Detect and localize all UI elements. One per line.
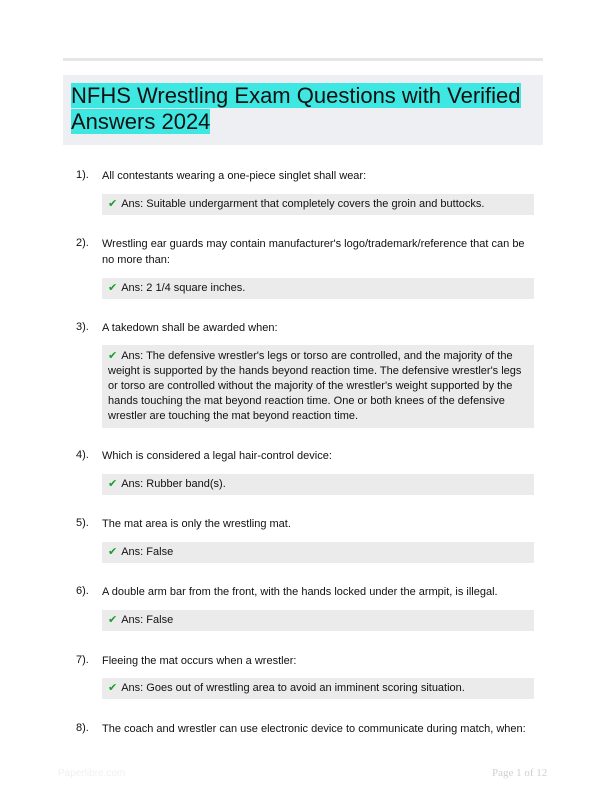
question-number: 6). xyxy=(76,585,89,597)
check-icon: ✔ xyxy=(108,282,118,294)
answer-box xyxy=(102,610,534,631)
answer-text: Ans: 2 1/4 square inches. xyxy=(121,282,246,294)
title-line-1: NFHS Wrestling Exam Questions with Verified xyxy=(71,83,521,108)
page-number: Page 1 of 12 xyxy=(492,767,548,779)
question-text: A double arm bar from the front, with the hands locked under the armpit, is illegal. xyxy=(102,586,498,598)
answer-text: Ans: Rubber band(s). xyxy=(121,478,226,490)
question-number: 4). xyxy=(76,449,89,461)
question-number: 8). xyxy=(76,722,89,734)
question-text: All contestants wearing a one-piece singlet shall wear: xyxy=(102,170,367,182)
question-number: 2). xyxy=(76,237,89,249)
question-number: 7). xyxy=(76,654,89,666)
top-divider xyxy=(63,58,543,61)
footer-site: Paperlibre.com xyxy=(58,768,126,779)
title-line-2: Answers 2024 xyxy=(71,109,211,134)
question-text: The mat area is only the wrestling mat. xyxy=(102,518,291,530)
answer-box xyxy=(102,474,534,495)
question-text: Wrestling ear guards may contain manufacturer's logo/trademark/reference that can be no more than: xyxy=(102,238,525,266)
answer-text: Ans: False xyxy=(121,614,174,626)
page-title xyxy=(71,83,521,135)
answer-text: Ans: Goes out of wrestling area to avoid an imminent scoring situation. xyxy=(121,682,465,694)
question-text: A takedown shall be awarded when: xyxy=(102,322,278,334)
question-text: The coach and wrestler can use electronic device to communicate during match, when: xyxy=(102,723,526,735)
check-icon: ✔ xyxy=(108,682,118,694)
question-number: 5). xyxy=(76,517,89,529)
answer-box xyxy=(102,278,534,299)
check-icon: ✔ xyxy=(108,614,118,626)
answer-box xyxy=(102,345,534,428)
check-icon: ✔ xyxy=(108,350,118,362)
answer-text: Ans: False xyxy=(121,546,174,558)
question-number: 1). xyxy=(76,169,89,181)
answer-box xyxy=(102,542,534,563)
check-icon: ✔ xyxy=(108,546,118,558)
answer-text: Ans: Suitable undergarment that completely covers the groin and buttocks. xyxy=(121,198,485,210)
question-text: Fleeing the mat occurs when a wrestler: xyxy=(102,655,297,667)
check-icon: ✔ xyxy=(108,478,118,490)
answer-text: Ans: The defensive wrestler's legs or torso are controlled, and the majority of the weight is supported by the hands beyond reaction time. The defensive wrestler's legs or torso are controlled without the majority of the wrestler's weight supported by the hands touching the mat beyond reaction time. One or both knees of the defensive wrestler are touching the mat beyond reaction time. xyxy=(108,350,522,422)
question-text: Which is considered a legal hair-control device: xyxy=(102,450,332,462)
answer-box xyxy=(102,678,534,699)
check-icon: ✔ xyxy=(108,198,118,210)
answer-box xyxy=(102,194,534,215)
question-number: 3). xyxy=(76,321,89,333)
